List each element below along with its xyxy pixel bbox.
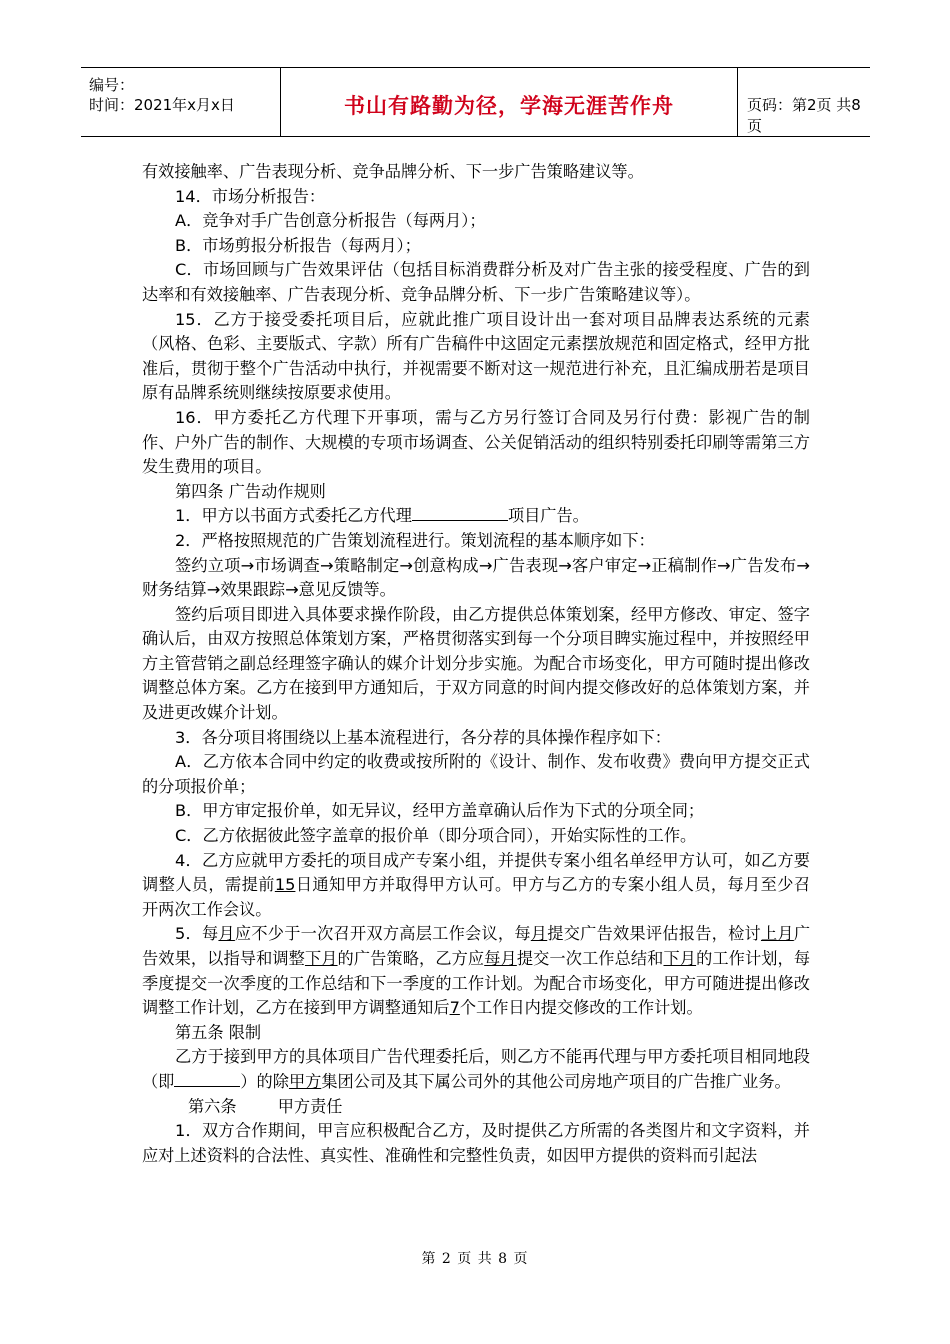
underlined-term: 下月 [304, 949, 338, 968]
text-run: 日通知甲方并取得甲方认可。甲方与乙方的专案小组人员，每月至少召开两次工作会议。 [142, 875, 811, 919]
blank-line [412, 506, 508, 521]
text-run: 应不少于一次召开双方高层工作会议，每 [234, 924, 531, 944]
text-run: ）的除 [240, 1071, 289, 1091]
paragraph: 2．严格按照规范的广告策划流程进行。策划流程的基本顺序如下： [175, 530, 655, 550]
underlined-term: 每月 [484, 949, 517, 968]
header-page-cell [737, 68, 870, 136]
underlined-term: 上月 [760, 924, 794, 944]
paragraph: A．乙方依本合同中约定的收费或按所附的《设计、制作、发布收费》费向甲方提交正式的分项报价单； [142, 752, 810, 796]
text-run: 1．甲方以书面方式委托乙方代理 [175, 506, 412, 526]
text-run: 广告效果，以指导和调整 [142, 924, 811, 968]
paragraph [142, 922, 810, 1020]
paragraph: 3．各分项目将围绕以上基本流程进行，各分荐的具体操作程序如下： [175, 727, 671, 747]
text-run: 个工作日内提交修改的工作计划。 [459, 998, 703, 1018]
paragraph [142, 849, 810, 923]
text-run: 的广告策略，乙方应 [337, 949, 485, 968]
text-run: 5．每 [175, 924, 219, 944]
text-run: 提交一次工作总结和 [516, 949, 664, 968]
underlined-term: 月 [530, 924, 548, 944]
document-time: 时间：2021年x月x日 [89, 96, 235, 114]
header-page-info: 页码：第2页 共8页 [747, 96, 861, 135]
blank-line [174, 1072, 240, 1087]
paragraph: 1．双方合作期间，甲言应积极配合乙方，及时提供乙方所需的各类图片和文字资料，并应对上述资料的合法性、真实性、准确性和完整性负责，如因甲方提供的资料而引起法 [142, 1121, 810, 1165]
paragraph: 16．甲方委托乙方代理下开事项，需与乙方另行签订合同及另行付费：影视广告的制作、户外广告的制作、大规模的专项市场调查、公关促销活动的组织特别委托印刷等需第三方发生费用的项目。 [142, 407, 810, 477]
paragraph: 签约后项目即进入具体要求操作阶段，由乙方提供总体策划案，经甲方修改、审定、签字确认后，由双方按照总体策划方案，严格贯彻落实到每一个分项目睥实施过程中，并按照经甲方主管营销之副总经理签字确认的媒介计划分步实施。为配合市场变化，甲方可随时提出修改调整总体方案。乙方在接到甲方通知后，于双方同意的时间内提交修改好的总体策划方案，并及进更改媒介计划。 [142, 604, 810, 723]
section-heading: 第六条 甲方责任 [188, 1096, 343, 1116]
paragraph: B．甲方审定报价单，如无异议，经甲方盖章确认后作为下式的分项全同； [175, 801, 705, 821]
underlined-days: 7 [449, 998, 460, 1018]
paragraph: 15．乙方于接受委托项目后，应就此推广项目设计出一套对项目品牌表达系统的元素（风格、色彩、主要版式、字款）所有广告稿件中这固定元素摆放规范和固定格式，经甲方批准后，贯彻于整个广告活动中执行，并视需要不断对这一规范进行补充，且汇编成册若是项目原有品牌系统则继续按原要求使用。 [142, 309, 810, 403]
page-footer: 第 2 页 共 8 页 [421, 1251, 529, 1267]
paragraph: B．市场剪报分析报告（每两月）； [175, 235, 421, 255]
text-run: 的工作计划，每季度提交一次季度的工作总结和下一季度的工作计划。为配合市场变化，甲方可随进提出修改调整工作计划，乙方在接到甲方调整通知后 [142, 949, 811, 1018]
section-heading: 第五条 限制 [175, 1022, 262, 1042]
text-run: 提交广告效果评估报告，检讨 [547, 924, 761, 944]
underlined-term: 月 [218, 924, 235, 944]
paragraph: 签约立项→市场调查→策略制定→创意构成→广告表现→客户审定→正稿制作→广告发布→财务结算→效果跟踪→意见反馈等。 [142, 555, 810, 600]
text-run: 4．乙方应就甲方委托的项目成产专案小组，并提供专案小组名单经甲方认可，如乙方要调整人员，需提前 [142, 850, 810, 895]
paragraph: C．乙方依据彼此签字盖章的报价单（即分项合同），开始实际性的工作。 [175, 826, 697, 846]
underlined-days: 15 [274, 875, 296, 895]
underlined-term: 下月 [663, 949, 697, 968]
header-motto-cell [280, 68, 738, 136]
page-header [81, 67, 870, 137]
paragraph: A．竞争对手广告创意分析报告（每两月）； [175, 211, 486, 231]
header-motto: 书山有路勤为径，学海无涯苦作舟 [344, 94, 674, 118]
paragraph [142, 1045, 810, 1094]
text-run: 乙方于接到甲方的具体项目广告代理委托后，则乙方不能再代理与甲方委托项目相同地段（即 [142, 1047, 810, 1091]
paragraph: C．市场回顾与广告效果评估（包括目标消费群分析及对广告主张的接受程度、广告的到达率和有效接触率、广告表现分析、竞争品牌分析、下一步广告策略建议等）。 [142, 260, 810, 304]
underlined-term: 甲方 [288, 1071, 322, 1091]
header-meta [81, 68, 280, 136]
document-number-label: 编号： [89, 76, 135, 94]
document-body [142, 160, 810, 1168]
paragraph: 14．市场分析报告： [175, 186, 326, 206]
text-run: 项目广告。 [507, 506, 589, 526]
paragraph [142, 504, 810, 529]
paragraph: 有效接触率、广告表现分析、竞争品牌分析、下一步广告策略建议等。 [142, 162, 644, 181]
section-heading: 第四条 广告动作规则 [175, 481, 326, 501]
text-run: 集团公司及其下属公司外的其他公司房地产项目的广告推广业务。 [321, 1071, 791, 1091]
